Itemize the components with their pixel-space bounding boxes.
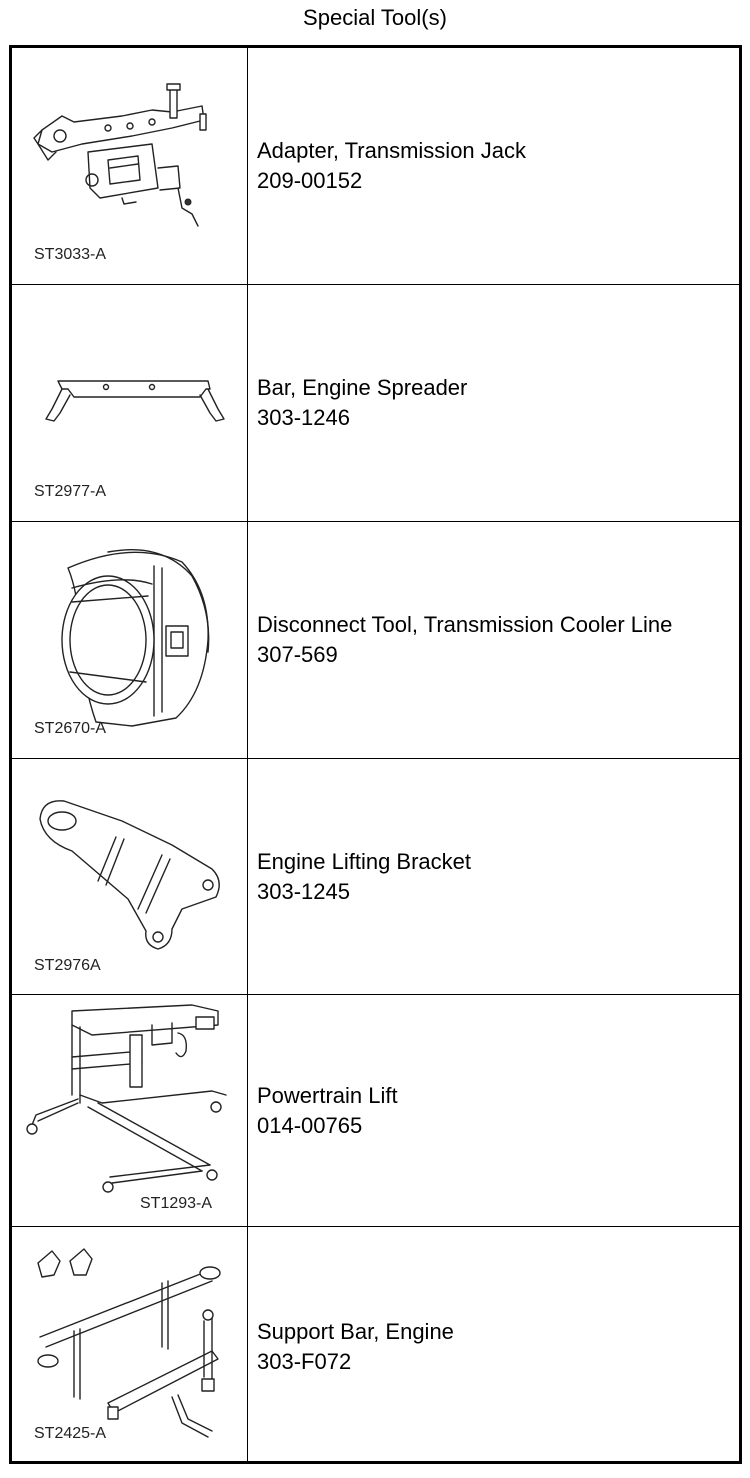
tool-number: 014-00765 [257, 1113, 363, 1138]
tool-description-cell [257, 1227, 739, 1461]
tool-code: ST3033-A [34, 246, 107, 263]
tool-number: 303-1246 [257, 405, 350, 430]
tool-name: Engine Lifting Bracket [257, 849, 472, 874]
tool-number: 303-F072 [257, 1349, 352, 1374]
table-row [12, 284, 739, 521]
table-row [12, 758, 739, 994]
tool-illustration-cell [12, 1227, 248, 1461]
special-tools-table [9, 45, 742, 1464]
tool-name: Powertrain Lift [257, 1083, 398, 1108]
tool-name: Adapter, Transmission Jack [257, 138, 527, 163]
tool-code: ST2977-A [34, 483, 107, 500]
tool-code: ST2425-A [34, 1425, 107, 1442]
tool-number: 209-00152 [257, 168, 363, 193]
tool-description-cell [257, 285, 739, 521]
tool-number: 303-1245 [257, 879, 350, 904]
tool-name: Support Bar, Engine [257, 1319, 454, 1344]
tool-description-cell [257, 759, 739, 994]
tool-description-cell [257, 48, 739, 284]
tool-number: 307-569 [257, 642, 338, 667]
table-row [12, 48, 739, 284]
powertrain-lift-icon [12, 995, 248, 1226]
tool-illustration-cell [12, 995, 248, 1226]
table-row [12, 521, 739, 758]
table-row [12, 994, 739, 1226]
tool-name: Bar, Engine Spreader [257, 375, 468, 400]
tool-description-cell [257, 522, 739, 758]
tool-illustration-cell [12, 759, 248, 994]
tool-illustration-cell [12, 522, 248, 758]
page-title: Special Tool(s) [303, 5, 447, 30]
tool-illustration-cell [12, 285, 248, 521]
tool-name: Disconnect Tool, Transmission Cooler Line [257, 612, 673, 637]
tool-illustration-cell [12, 48, 248, 284]
tool-description-cell [257, 995, 739, 1226]
table-row [12, 1226, 739, 1461]
tool-code: ST2976A [34, 957, 101, 974]
tool-code: ST1293-A [140, 1195, 213, 1212]
tool-code: ST2670-A [34, 720, 107, 737]
